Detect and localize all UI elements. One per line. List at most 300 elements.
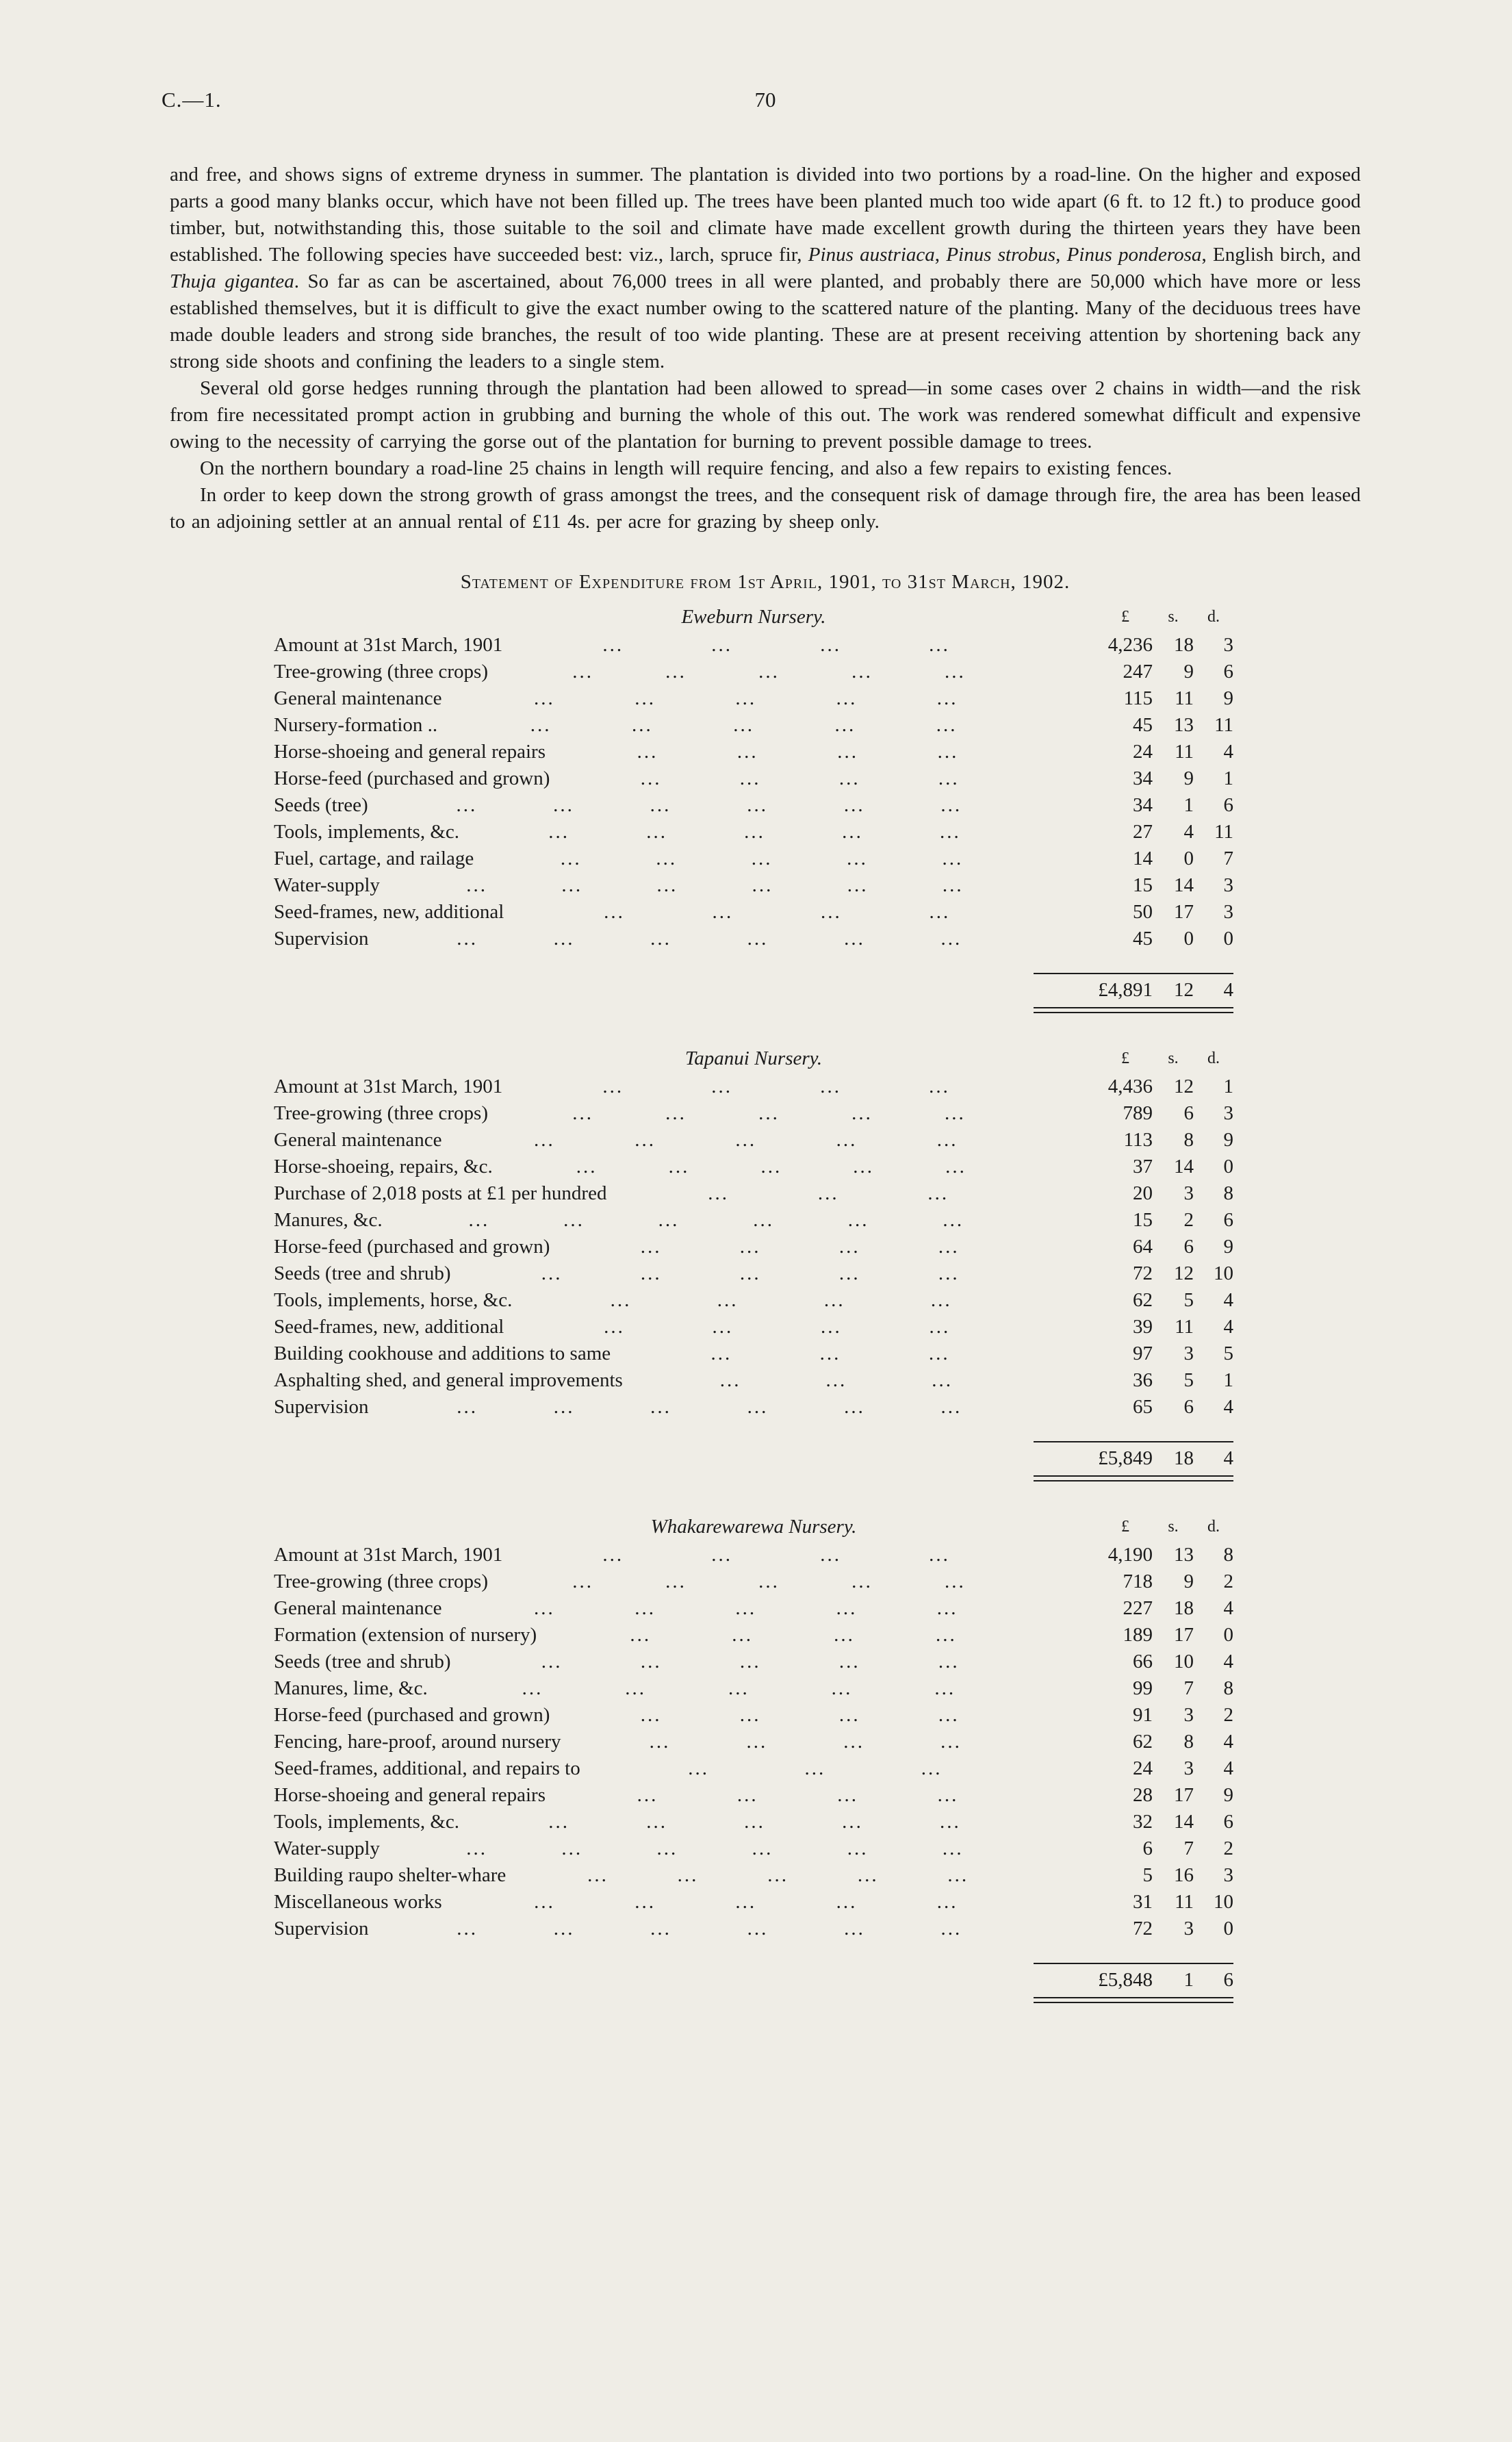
expense-row xyxy=(274,1729,1233,1755)
dot-leader xyxy=(383,1207,1050,1234)
dots: ... xyxy=(747,794,768,816)
expense-row xyxy=(274,712,1233,739)
dots: ... xyxy=(468,1209,490,1231)
expense-row xyxy=(274,1207,1233,1234)
expense-label: Fuel, cartage, and railage xyxy=(274,848,474,869)
expense-row xyxy=(274,819,1233,845)
dot-leader xyxy=(493,1154,1050,1180)
amount-shillings: 9 xyxy=(1183,767,1194,789)
amount-shillings: 3 xyxy=(1183,1182,1194,1204)
dots: ... xyxy=(943,1209,964,1231)
dots: ... xyxy=(823,1289,845,1311)
amount-shillings: 11 xyxy=(1175,741,1194,763)
amount-pounds: 62 xyxy=(1133,1289,1153,1311)
amount-pounds: 4,190 xyxy=(1107,1544,1153,1566)
dots: ... xyxy=(844,928,865,950)
expense-label: Horse-shoeing and general repairs xyxy=(274,741,546,763)
amount-pounds: 14 xyxy=(1133,848,1153,869)
dots: ... xyxy=(548,821,569,843)
amount-pounds: 39 xyxy=(1133,1316,1153,1338)
dots: ... xyxy=(650,1396,671,1418)
dot-leader xyxy=(580,1755,1050,1782)
nursery-section-whakarewarewa xyxy=(274,1513,1233,2003)
total-shillings: 1 xyxy=(1183,1969,1194,1991)
dots: ... xyxy=(640,1704,662,1726)
dots: ... xyxy=(561,874,583,896)
page-number: 70 xyxy=(754,88,776,112)
expense-label: Formation (extension of nursery) xyxy=(274,1624,537,1646)
expense-label: Seed-frames, new, additional xyxy=(274,1316,504,1338)
expense-row xyxy=(274,1889,1233,1916)
expense-row xyxy=(274,632,1233,659)
dots: ... xyxy=(656,848,678,869)
dots: ... xyxy=(553,1396,575,1418)
amount-pounds: 24 xyxy=(1133,1757,1153,1779)
dot-leader xyxy=(546,1782,1050,1809)
dots: ... xyxy=(936,714,958,736)
amount-pence: 11 xyxy=(1214,714,1233,736)
dots: ... xyxy=(719,1369,741,1391)
dots: ... xyxy=(932,1369,953,1391)
dots: ... xyxy=(710,1343,732,1364)
dots: ... xyxy=(735,1597,757,1619)
dot-leader xyxy=(380,872,1050,899)
dots: ... xyxy=(921,1757,943,1779)
dots: ... xyxy=(711,1076,733,1097)
total-pounds: £5,848 xyxy=(1098,1969,1153,1991)
expense-label: Water-supply xyxy=(274,1837,380,1859)
amount-pence: 7 xyxy=(1223,848,1233,869)
amount-pounds: 227 xyxy=(1123,1597,1153,1619)
expense-label: Horse-shoeing and general repairs xyxy=(274,1784,546,1806)
expense-label: Supervision xyxy=(274,1396,369,1418)
amount-pence: 4 xyxy=(1223,1316,1233,1338)
pounds-header: £ xyxy=(1121,1050,1129,1067)
amount-shillings: 14 xyxy=(1174,1811,1194,1833)
expense-label: Seed-frames, additional, and repairs to xyxy=(274,1757,580,1779)
currency-column-headers xyxy=(1050,1513,1233,1540)
dots: ... xyxy=(752,874,773,896)
amount-pence: 0 xyxy=(1223,928,1233,950)
dots: ... xyxy=(820,1076,841,1097)
dots: ... xyxy=(836,1891,858,1913)
amount-pence: 4 xyxy=(1223,741,1233,763)
amount-shillings: 3 xyxy=(1183,1704,1194,1726)
amount-pence: 9 xyxy=(1223,1784,1233,1806)
nursery-heading xyxy=(274,1513,1233,1540)
dots: ... xyxy=(842,821,863,843)
amount-pence: 2 xyxy=(1223,1837,1233,1859)
amount-pounds: 24 xyxy=(1133,741,1153,763)
dots: ... xyxy=(736,1784,758,1806)
currency-column-headers xyxy=(1050,603,1233,631)
dots: ... xyxy=(747,1396,769,1418)
amount-pence: 10 xyxy=(1214,1891,1233,1913)
dots: ... xyxy=(940,1918,962,1939)
dots: ... xyxy=(940,1811,961,1833)
dots: ... xyxy=(576,1156,598,1178)
expense-row xyxy=(274,792,1233,819)
amount-shillings: 7 xyxy=(1183,1677,1194,1699)
dots: ... xyxy=(541,1262,563,1284)
dots: ... xyxy=(649,1731,671,1753)
dots: ... xyxy=(928,1343,950,1364)
amount-pounds: 72 xyxy=(1133,1918,1153,1939)
dots: ... xyxy=(534,1891,555,1913)
dots: ... xyxy=(625,1677,647,1699)
dots: ... xyxy=(677,1864,699,1886)
amount-shillings: 16 xyxy=(1174,1864,1194,1886)
expense-row xyxy=(274,1568,1233,1595)
dots: ... xyxy=(847,848,868,869)
expense-row xyxy=(274,1835,1233,1862)
dots: ... xyxy=(560,848,582,869)
dot-leader xyxy=(502,1542,1050,1568)
expense-row xyxy=(274,685,1233,712)
expense-row xyxy=(274,1100,1233,1127)
amount-shillings: 0 xyxy=(1183,928,1194,950)
dots: ... xyxy=(938,1651,960,1672)
dots: ... xyxy=(945,1102,966,1124)
dots: ... xyxy=(821,1316,842,1338)
dots: ... xyxy=(736,741,758,763)
expense-label: Horse-feed (purchased and grown) xyxy=(274,1704,550,1726)
amount-shillings: 14 xyxy=(1174,874,1194,896)
dots: ... xyxy=(635,1891,656,1913)
amount-pence: 0 xyxy=(1223,1624,1233,1646)
expense-row xyxy=(274,1287,1233,1314)
expense-label: Fencing, hare-proof, around nursery xyxy=(274,1731,561,1753)
expense-row xyxy=(274,1782,1233,1809)
amount-pounds: 789 xyxy=(1123,1102,1153,1124)
amount-shillings: 6 xyxy=(1183,1102,1194,1124)
dots: ... xyxy=(735,1891,757,1913)
amount-pence: 2 xyxy=(1223,1570,1233,1592)
dot-leader xyxy=(606,1180,1050,1207)
expense-label: Asphalting shed, and general improvements xyxy=(274,1369,623,1391)
dots: ... xyxy=(733,714,754,736)
dots: ... xyxy=(837,741,859,763)
expense-row xyxy=(274,1154,1233,1180)
amount-shillings: 5 xyxy=(1183,1289,1194,1311)
dot-leader xyxy=(550,765,1050,792)
amount-pounds: 28 xyxy=(1133,1784,1153,1806)
pence-header: d. xyxy=(1207,1518,1220,1536)
dots: ... xyxy=(934,1677,956,1699)
expense-row xyxy=(274,1127,1233,1154)
dots: ... xyxy=(942,874,964,896)
total-pounds: £4,891 xyxy=(1098,979,1153,1001)
expense-label: Tree-growing (three crops) xyxy=(274,661,488,683)
amount-pounds: 45 xyxy=(1133,928,1153,950)
dots: ... xyxy=(927,1182,949,1204)
dots: ... xyxy=(631,714,653,736)
dots: ... xyxy=(640,767,662,789)
dots: ... xyxy=(635,1597,656,1619)
nursery-total xyxy=(1034,1441,1233,1481)
page-header xyxy=(162,88,1361,118)
total-pence: 4 xyxy=(1223,979,1233,1001)
dots: ... xyxy=(746,1731,768,1753)
amount-pounds: 718 xyxy=(1123,1570,1153,1592)
amount-pounds: 72 xyxy=(1133,1262,1153,1284)
amount-pounds: 31 xyxy=(1133,1891,1153,1913)
dots: ... xyxy=(936,1129,958,1151)
amount-pounds: 64 xyxy=(1133,1236,1153,1258)
dots: ... xyxy=(947,1864,969,1886)
amount-shillings: 6 xyxy=(1183,1396,1194,1418)
dots: ... xyxy=(937,741,959,763)
dots: ... xyxy=(572,1570,593,1592)
dots: ... xyxy=(534,687,555,709)
expense-row xyxy=(274,1234,1233,1260)
expense-label: General maintenance xyxy=(274,687,442,709)
dots: ... xyxy=(837,1784,859,1806)
dots: ... xyxy=(553,794,574,816)
amount-pence: 4 xyxy=(1223,1651,1233,1672)
dots: ... xyxy=(851,1570,873,1592)
dots: ... xyxy=(847,1209,869,1231)
total-row xyxy=(1034,976,1233,1004)
pounds-header: £ xyxy=(1121,1518,1129,1536)
document-reference: C.—1. xyxy=(162,88,222,112)
amount-shillings: 9 xyxy=(1183,1570,1194,1592)
dot-leader xyxy=(502,632,1050,659)
dots: ... xyxy=(457,1918,478,1939)
dots: ... xyxy=(842,1811,863,1833)
dot-leader xyxy=(504,899,1050,926)
dots: ... xyxy=(553,1918,575,1939)
dot-leader xyxy=(451,1649,1051,1675)
amount-shillings: 6 xyxy=(1183,1236,1194,1258)
dots: ... xyxy=(735,1129,757,1151)
amount-pounds: 6 xyxy=(1142,1837,1153,1859)
dots: ... xyxy=(767,1864,789,1886)
amount-shillings: 13 xyxy=(1174,1544,1194,1566)
amount-shillings: 17 xyxy=(1174,1624,1194,1646)
shillings-header: s. xyxy=(1168,1518,1179,1536)
expense-label: Amount at 31st March, 1901 xyxy=(274,1544,503,1566)
amount-pence: 6 xyxy=(1223,1209,1233,1231)
dots: ... xyxy=(656,1837,678,1859)
species-name: Pinus ponderosa xyxy=(1066,244,1202,266)
amount-pence: 4 xyxy=(1223,1731,1233,1753)
dots: ... xyxy=(739,767,761,789)
amount-pence: 6 xyxy=(1223,661,1233,683)
dots: ... xyxy=(847,1837,869,1859)
expense-row xyxy=(274,1180,1233,1207)
dots: ... xyxy=(665,1102,687,1124)
dots: ... xyxy=(817,1182,839,1204)
expense-row xyxy=(274,1367,1233,1394)
pence-header: d. xyxy=(1207,1050,1220,1067)
amount-pence: 4 xyxy=(1223,1597,1233,1619)
species-name: Pinus austriaca xyxy=(808,244,935,266)
dots: ... xyxy=(844,1918,865,1939)
amount-pence: 0 xyxy=(1223,1156,1233,1178)
amount-pence: 4 xyxy=(1223,1396,1233,1418)
text-run: and free, and shows signs of extreme dryness in summer. The plantation is divided into two portions by a road-line. On the higher and exposed parts a good many blanks occur, which have not been filled up. The trees have been planted much too wide apart (6 ft. to 12 ft.) to produce good timber, but, notwithstanding this, those suitable to the soil and climate have made excellent growth during the thirteen years they have been established. The following species have succeeded best: viz., larch, spruce fir, xyxy=(170,164,1361,266)
dots: ... xyxy=(656,874,678,896)
dots: ... xyxy=(541,1651,563,1672)
dots: ... xyxy=(945,661,966,683)
nursery-total xyxy=(1034,973,1233,1013)
amount-pence: 3 xyxy=(1223,1102,1233,1124)
nursery-name: Whakarewarewa Nursery. xyxy=(650,1516,857,1538)
expense-label: Horse-shoeing, repairs, &c. xyxy=(274,1156,493,1178)
total-row xyxy=(1034,1444,1233,1473)
species-name: Pinus strobus xyxy=(946,244,1056,266)
expense-label: General maintenance xyxy=(274,1129,442,1151)
dots: ... xyxy=(938,1704,960,1726)
dots: ... xyxy=(758,661,780,683)
amount-shillings: 10 xyxy=(1174,1651,1194,1672)
amount-pounds: 15 xyxy=(1133,1209,1153,1231)
amount-pounds: 36 xyxy=(1133,1369,1153,1391)
dots: ... xyxy=(534,1129,555,1151)
expense-row xyxy=(274,1755,1233,1782)
dots: ... xyxy=(929,1544,950,1566)
amount-pence: 9 xyxy=(1223,687,1233,709)
text-run: In order to keep down the strong growth of grass amongst the trees, and the consequent risk of damage through fire, the area has been leased to an adjoining settler at an annual rental of £11 4s. per acre for grazing by sheep only. xyxy=(170,484,1361,533)
amount-pounds: 32 xyxy=(1133,1811,1153,1833)
dot-leader xyxy=(502,1073,1050,1100)
dots: ... xyxy=(836,1129,858,1151)
dots: ... xyxy=(610,1289,632,1311)
paragraph-plantation xyxy=(170,162,1361,375)
expense-label: Seed-frames, new, additional xyxy=(274,901,504,923)
amount-shillings: 18 xyxy=(1174,1597,1194,1619)
dots: ... xyxy=(744,821,765,843)
shillings-header: s. xyxy=(1168,1050,1179,1067)
amount-shillings: 2 xyxy=(1183,1209,1194,1231)
amount-pounds: 4,236 xyxy=(1107,634,1153,656)
dots: ... xyxy=(843,794,865,816)
expense-row xyxy=(274,739,1233,765)
dots: ... xyxy=(945,1570,966,1592)
dots: ... xyxy=(834,1624,855,1646)
dots: ... xyxy=(640,1262,662,1284)
dots: ... xyxy=(853,1156,875,1178)
text-run: , xyxy=(934,244,947,266)
dots: ... xyxy=(752,1837,773,1859)
dot-leader xyxy=(459,819,1050,845)
dots: ... xyxy=(847,874,869,896)
amount-pence: 8 xyxy=(1223,1182,1233,1204)
dots: ... xyxy=(563,1209,585,1231)
amount-pounds: 65 xyxy=(1133,1396,1153,1418)
dots: ... xyxy=(940,1731,962,1753)
amount-pounds: 91 xyxy=(1133,1704,1153,1726)
dots: ... xyxy=(688,1757,709,1779)
dot-leader xyxy=(369,1916,1050,1942)
amount-pence: 9 xyxy=(1223,1129,1233,1151)
dots: ... xyxy=(804,1757,826,1779)
dots: ... xyxy=(851,1102,873,1124)
dots: ... xyxy=(758,1102,780,1124)
dot-leader xyxy=(611,1340,1050,1367)
dots: ... xyxy=(825,1369,847,1391)
expense-label: Building cookhouse and additions to same xyxy=(274,1343,611,1364)
dots: ... xyxy=(602,634,624,656)
expense-label: Supervision xyxy=(274,928,369,950)
dots: ... xyxy=(942,848,964,869)
dot-leader xyxy=(428,1675,1050,1702)
dots: ... xyxy=(751,848,773,869)
total-shillings: 18 xyxy=(1174,1447,1194,1469)
amount-pounds: 15 xyxy=(1133,874,1153,896)
expense-row xyxy=(274,659,1233,685)
dots: ... xyxy=(739,1704,761,1726)
dots: ... xyxy=(940,794,962,816)
dots: ... xyxy=(712,1316,734,1338)
dot-leader xyxy=(442,1127,1050,1154)
dots: ... xyxy=(747,928,769,950)
amount-pounds: 45 xyxy=(1133,714,1153,736)
dot-leader xyxy=(488,659,1050,685)
expense-label: Miscellaneous works xyxy=(274,1891,442,1913)
expense-row xyxy=(274,1394,1233,1421)
amount-pounds: 99 xyxy=(1133,1677,1153,1699)
expense-row xyxy=(274,1260,1233,1287)
dot-leader xyxy=(437,712,1050,739)
amount-shillings: 7 xyxy=(1183,1837,1194,1859)
expense-label: Seeds (tree and shrub) xyxy=(274,1262,451,1284)
dots: ... xyxy=(640,1236,662,1258)
amount-pence: 4 xyxy=(1223,1757,1233,1779)
dots: ... xyxy=(936,687,958,709)
dots: ... xyxy=(838,1262,860,1284)
dots: ... xyxy=(548,1811,569,1833)
amount-pounds: 5 xyxy=(1142,1864,1153,1886)
dots: ... xyxy=(635,687,656,709)
dots: ... xyxy=(838,1651,860,1672)
text-run: Several old gorse hedges running through the plantation had been allowed to spread—in some cases over 2 chains in width—and the risk from fire necessitated prompt action in grubbing and burning the whole of this out. The work was rendered somewhat difficult and expensive owing to the necessity of carrying the gorse out of the plantation for burning to prevent possible damage to trees. xyxy=(170,377,1361,453)
dots: ... xyxy=(604,901,625,923)
dots: ... xyxy=(753,1209,774,1231)
dots: ... xyxy=(717,1289,739,1311)
dots: ... xyxy=(456,794,478,816)
dots: ... xyxy=(466,1837,488,1859)
dots: ... xyxy=(637,741,658,763)
expense-row xyxy=(274,872,1233,899)
dots: ... xyxy=(744,1811,765,1833)
dots: ... xyxy=(838,767,860,789)
amount-pounds: 97 xyxy=(1133,1343,1153,1364)
total-double-rule xyxy=(1034,1475,1233,1481)
dots: ... xyxy=(640,1651,662,1672)
amount-shillings: 1 xyxy=(1183,794,1194,816)
dot-leader xyxy=(474,845,1050,872)
dots: ... xyxy=(942,1837,964,1859)
dot-leader xyxy=(442,685,1050,712)
amount-pence: 3 xyxy=(1223,874,1233,896)
total-shillings: 12 xyxy=(1174,979,1194,1001)
dots: ... xyxy=(940,1396,962,1418)
expense-label: Horse-feed (purchased and grown) xyxy=(274,1236,550,1258)
expense-row xyxy=(274,1702,1233,1729)
amount-pounds: 20 xyxy=(1133,1182,1153,1204)
expense-label: Purchase of 2,018 posts at £1 per hundred xyxy=(274,1182,607,1204)
dots: ... xyxy=(711,1544,733,1566)
expense-rows xyxy=(274,632,1233,952)
dots: ... xyxy=(739,1236,761,1258)
expense-row xyxy=(274,845,1233,872)
dots: ... xyxy=(838,1704,860,1726)
amount-pence: 1 xyxy=(1223,1076,1233,1097)
amount-pounds: 113 xyxy=(1123,1129,1153,1151)
expense-row xyxy=(274,1675,1233,1702)
